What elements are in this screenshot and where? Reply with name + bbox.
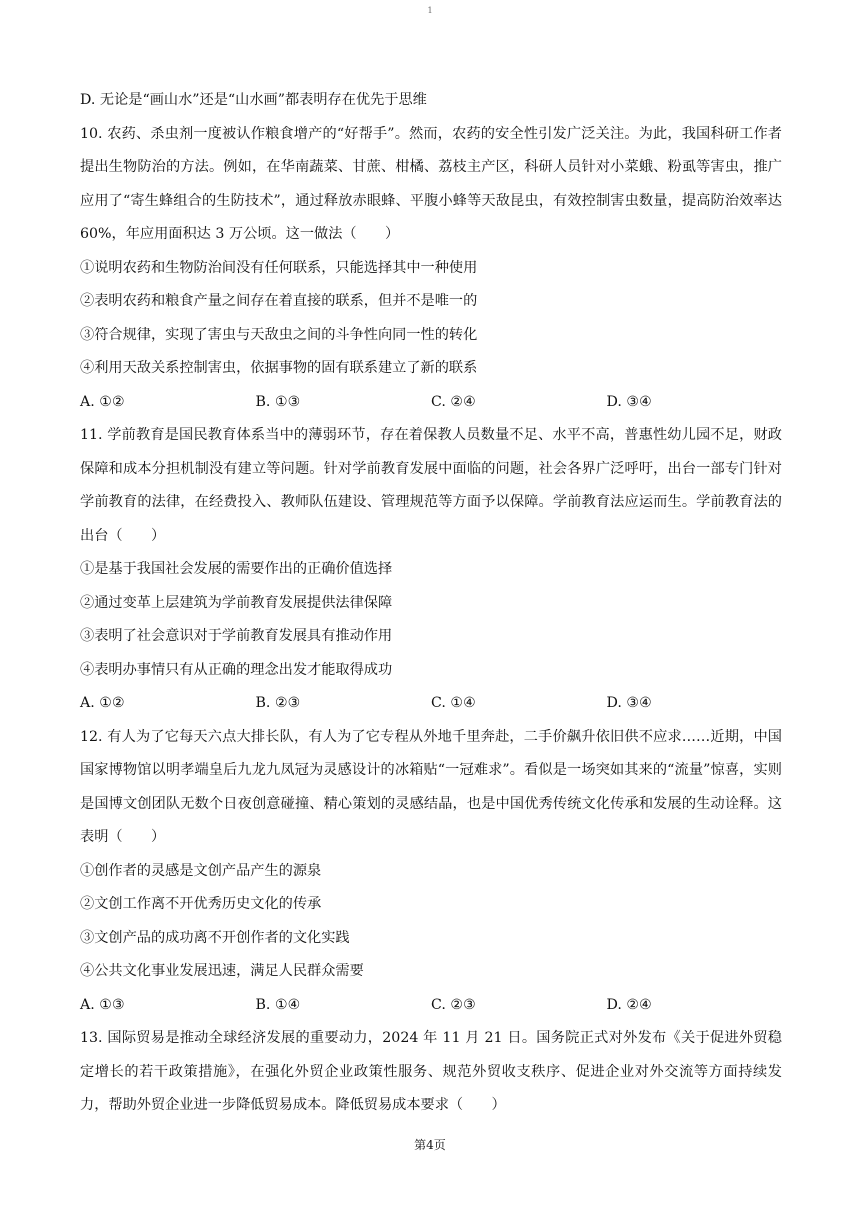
q10-statement-4: ④利用天敌关系控制害虫，依据事物的固有联系建立了新的联系	[80, 360, 478, 376]
q11-option-c: C. ①④	[431, 695, 476, 711]
q10-option-b: B. ①③	[255, 393, 301, 410]
q9-option-d: D. 无论是“画山水”还是“山水画”都表明存在优先于思维	[80, 92, 427, 108]
page-top-mark: 1	[427, 6, 433, 15]
q11-statement-1: ①是基于我国社会发展的需要作出的正确价值选择	[80, 561, 393, 577]
q10-options	[80, 386, 782, 420]
q11-stem: 11. 学前教育是国民教育体系当中的薄弱环节，存在着保教人员数量不足、水平不高，普惠性幼儿园不足，财政保障和成本分担机制没有建立等问题。针对学前教育发展中面临的问题，社会各界广泛呼吁，出台一部专门针对学前教育的法律，在经费投入、教师队伍建设、管理规范等方面予以保障。学前教育法应运而生。学前教育法的出台（ ）	[80, 427, 782, 544]
q10-option-c: C. ②④	[431, 393, 476, 410]
q12-statement-2: ②文创工作离不开优秀历史文化的传承	[80, 896, 322, 912]
q10-option-d: D. ③④	[606, 393, 652, 410]
q10-statement-3: ③符合规律，实现了害虫与天敌虫之间的斗争性向同一性的转化	[80, 326, 478, 343]
q11-statement-3: ③表明了社会意识对于学前教育发展具有推动作用	[80, 628, 393, 644]
exam-content	[80, 84, 782, 1123]
q11-option-a: A. ①②	[80, 695, 125, 711]
q11-option-d: D. ③④	[606, 695, 652, 711]
q11-options	[80, 687, 782, 721]
q12-option-d: D. ②④	[606, 996, 652, 1013]
question-10	[80, 118, 782, 420]
q10-statement-2: ②表明农药和粮食产量之间存在着直接的联系，但并不是唯一的	[80, 293, 478, 309]
q12-stem: 12. 有人为了它每天六点大排长队，有人为了它专程从外地千里奔赴，二手价飙升依旧供不应求……近期，中国国家博物馆以明孝端皇后九龙九凤冠为灵感设计的冰箱贴“一冠难求”。看似是一场突如其来的“流量”惊喜，实则是国博文创团队无数个日夜创意碰撞、精心策划的灵感结晶，也是中国优秀传统文化传承和发展的生动诠释。这表明（ ）	[80, 728, 782, 845]
q12-option-c: C. ②③	[431, 996, 476, 1013]
question-12	[80, 721, 782, 1023]
question-13	[80, 1022, 782, 1123]
question-11	[80, 419, 782, 721]
q13-stem: 13. 国际贸易是推动全球经济发展的重要动力，2024 年 11 月 21 日。国务院正式对外发布《关于促进外贸稳定增长的若干政策措施》，在强化外贸企业政策性服务、规范外贸收支秩序、促进企业对外交流等方面持续发力，帮助外贸企业进一步降低贸易成本。降低贸易成本要求（ ）	[80, 1030, 782, 1113]
page-number: 第4页	[414, 1138, 446, 1152]
q12-statement-3: ③文创产品的成功离不开创作者的文化实践	[80, 929, 350, 946]
q11-statement-2: ②通过变革上层建筑为学前教育发展提供法律保障	[80, 594, 393, 611]
q10-stem: 10. 农药、杀虫剂一度被认作粮食增产的“好帮手”。然而，农药的安全性引发广泛关注。为此，我国科研工作者提出生物防治的方法。例如，在华南蔬菜、甘蔗、柑橘、荔枝主产区，科研人员针对小菜蛾、粉虱等害虫，推广应用了“寄生蜂组合的生防技术”，通过释放赤眼蜂、平腹小蜂等天敌昆虫，有效控制害虫数量，提高防治效率达 60%，年应用面积达 3 万公顷。这一做法（ ）	[80, 125, 782, 242]
q12-option-a: A. ①③	[80, 996, 125, 1013]
q10-option-a: A. ①②	[80, 393, 125, 410]
q12-option-b: B. ①④	[255, 996, 301, 1013]
q11-statement-4: ④表明办事情只有从正确的理念出发才能取得成功	[80, 661, 393, 678]
q12-statement-4: ④公共文化事业发展迅速，满足人民群众需要	[80, 963, 364, 979]
q11-option-b: B. ②③	[255, 695, 301, 711]
q12-statement-1: ①创作者的灵感是文创产品产生的源泉	[80, 862, 322, 879]
q12-options	[80, 989, 782, 1023]
q10-statement-1: ①说明农药和生物防治间没有任何联系，只能选择其中一种使用	[80, 259, 478, 276]
